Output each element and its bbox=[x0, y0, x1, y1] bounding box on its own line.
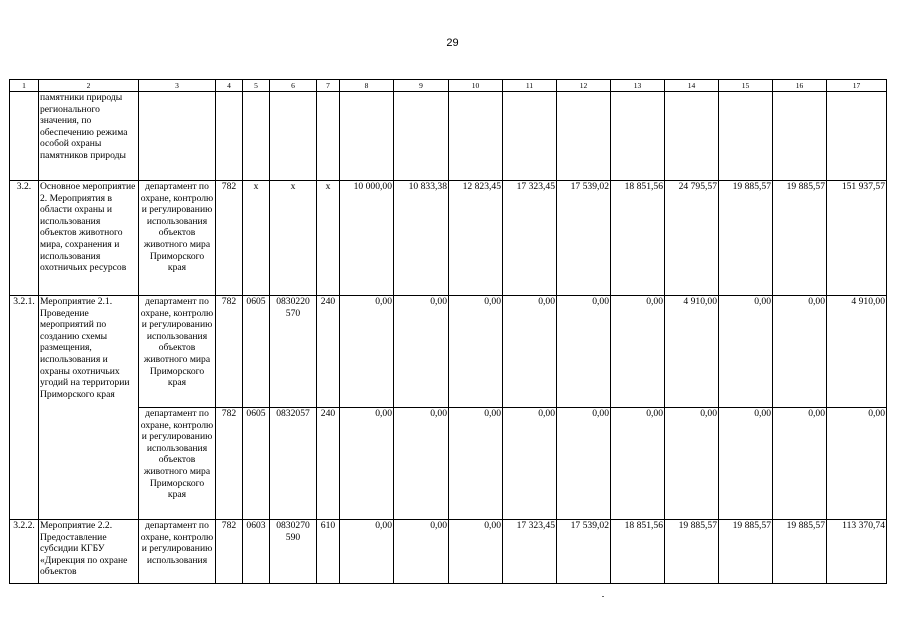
page-number: 29 bbox=[446, 37, 459, 49]
executor: департамент по охране, контролю и регулированию использования объектов животного мира Приморского края bbox=[139, 296, 216, 408]
column-header: 8 bbox=[340, 80, 394, 92]
row-number: 3.2.2. bbox=[10, 520, 39, 584]
executor bbox=[139, 92, 216, 181]
column-header: 1 bbox=[10, 80, 39, 92]
amount-cell: 19 885,57 bbox=[773, 181, 827, 296]
amount-cell: 19 885,57 bbox=[665, 520, 719, 584]
amount-cell: 0,00 bbox=[719, 296, 773, 408]
column-header: 15 bbox=[719, 80, 773, 92]
column-header: 16 bbox=[773, 80, 827, 92]
code-section: х bbox=[243, 181, 270, 296]
activity-name: памятники природы регионального значения, по обеспечению режима особой охраны памятников природы bbox=[39, 92, 139, 181]
row-number: 3.2. bbox=[10, 181, 39, 296]
total-cell: 0,00 bbox=[827, 408, 887, 520]
amount-cell: 0,00 bbox=[773, 296, 827, 408]
amount-cell bbox=[611, 92, 665, 181]
code-grbs: 782 bbox=[216, 181, 243, 296]
scan-speck bbox=[602, 596, 604, 597]
column-header: 5 bbox=[243, 80, 270, 92]
row-number: 3.2.1. bbox=[10, 296, 39, 520]
column-header: 7 bbox=[317, 80, 340, 92]
amount-cell: 0,00 bbox=[449, 408, 503, 520]
amount-cell bbox=[340, 92, 394, 181]
code-section: 0605 bbox=[243, 296, 270, 408]
code-grbs: 782 bbox=[216, 296, 243, 408]
row-number bbox=[10, 92, 39, 181]
executor: департамент по охране, контролю и регулированию использования объектов животного мира Приморского края bbox=[139, 408, 216, 520]
code-grbs: 782 bbox=[216, 408, 243, 520]
table-row bbox=[10, 92, 887, 181]
amount-cell: 0,00 bbox=[719, 408, 773, 520]
column-header: 11 bbox=[503, 80, 557, 92]
total-cell: 151 937,57 bbox=[827, 181, 887, 296]
code-target: 0832057 bbox=[270, 408, 317, 520]
column-header: 17 bbox=[827, 80, 887, 92]
activity-name: Основное мероприятие 2. Мероприятия в области охраны и использования объектов животного мира, сохранения и использования охотничьих ресурсов bbox=[39, 181, 139, 296]
amount-cell: 17 323,45 bbox=[503, 181, 557, 296]
amount-cell: 24 795,57 bbox=[665, 181, 719, 296]
amount-cell: 0,00 bbox=[340, 520, 394, 584]
amount-cell: 0,00 bbox=[611, 296, 665, 408]
code-expense: 610 bbox=[317, 520, 340, 584]
column-header: 4 bbox=[216, 80, 243, 92]
table-row bbox=[10, 408, 887, 520]
column-header: 3 bbox=[139, 80, 216, 92]
amount-cell: 17 539,02 bbox=[557, 181, 611, 296]
amount-cell: 19 885,57 bbox=[719, 181, 773, 296]
amount-cell: 10 000,00 bbox=[340, 181, 394, 296]
amount-cell: 17 323,45 bbox=[503, 520, 557, 584]
amount-cell: 0,00 bbox=[611, 408, 665, 520]
amount-cell: 17 539,02 bbox=[557, 520, 611, 584]
column-header: 2 bbox=[39, 80, 139, 92]
code-section: 0605 bbox=[243, 408, 270, 520]
amount-cell: 12 823,45 bbox=[449, 181, 503, 296]
column-header: 14 bbox=[665, 80, 719, 92]
amount-cell: 0,00 bbox=[394, 520, 449, 584]
amount-cell: 0,00 bbox=[449, 520, 503, 584]
amount-cell: 0,00 bbox=[557, 408, 611, 520]
column-number-row bbox=[10, 80, 887, 92]
executor: департамент по охране, контролю и регулированию использования объектов животного мира Приморского края bbox=[139, 181, 216, 296]
table-row bbox=[10, 296, 887, 408]
amount-cell bbox=[394, 92, 449, 181]
amount-cell: 0,00 bbox=[503, 296, 557, 408]
amount-cell: 0,00 bbox=[449, 296, 503, 408]
amount-cell: 0,00 bbox=[773, 408, 827, 520]
amount-cell: 0,00 bbox=[340, 296, 394, 408]
code-section bbox=[243, 92, 270, 181]
amount-cell: 0,00 bbox=[394, 296, 449, 408]
code-expense: х bbox=[317, 181, 340, 296]
column-header: 13 bbox=[611, 80, 665, 92]
column-header: 6 bbox=[270, 80, 317, 92]
amount-cell: 0,00 bbox=[394, 408, 449, 520]
amount-cell bbox=[719, 92, 773, 181]
total-cell: 4 910,00 bbox=[827, 296, 887, 408]
column-header: 10 bbox=[449, 80, 503, 92]
code-expense: 240 bbox=[317, 408, 340, 520]
amount-cell: 0,00 bbox=[557, 296, 611, 408]
amount-cell: 10 833,38 bbox=[394, 181, 449, 296]
activity-name: Мероприятие 2.2. Предоставление субсидии КГБУ «Дирекция по охране объектов bbox=[39, 520, 139, 584]
amount-cell: 19 885,57 bbox=[773, 520, 827, 584]
total-cell bbox=[827, 92, 887, 181]
executor: департамент по охране, контролю и регулированию использования bbox=[139, 520, 216, 584]
amount-cell: 18 851,56 bbox=[611, 520, 665, 584]
code-target: 0830220 570 bbox=[270, 296, 317, 408]
column-header: 9 bbox=[394, 80, 449, 92]
code-section: 0603 bbox=[243, 520, 270, 584]
amount-cell: 0,00 bbox=[665, 408, 719, 520]
code-grbs: 782 bbox=[216, 520, 243, 584]
amount-cell bbox=[557, 92, 611, 181]
code-grbs bbox=[216, 92, 243, 181]
budget-table bbox=[9, 79, 887, 584]
amount-cell: 0,00 bbox=[340, 408, 394, 520]
amount-cell: 18 851,56 bbox=[611, 181, 665, 296]
amount-cell bbox=[503, 92, 557, 181]
code-target: 0830270 590 bbox=[270, 520, 317, 584]
activity-name: Мероприятие 2.1. Проведение мероприятий по созданию схемы размещения, использования и охраны охотничьих угодий на территории Приморского края bbox=[39, 296, 139, 520]
code-target: х bbox=[270, 181, 317, 296]
code-expense bbox=[317, 92, 340, 181]
amount-cell bbox=[449, 92, 503, 181]
amount-cell: 19 885,57 bbox=[719, 520, 773, 584]
amount-cell bbox=[665, 92, 719, 181]
table-row bbox=[10, 520, 887, 584]
amount-cell: 4 910,00 bbox=[665, 296, 719, 408]
total-cell: 113 370,74 bbox=[827, 520, 887, 584]
column-header: 12 bbox=[557, 80, 611, 92]
amount-cell bbox=[773, 92, 827, 181]
table-row bbox=[10, 181, 887, 296]
amount-cell: 0,00 bbox=[503, 408, 557, 520]
code-expense: 240 bbox=[317, 296, 340, 408]
code-target bbox=[270, 92, 317, 181]
